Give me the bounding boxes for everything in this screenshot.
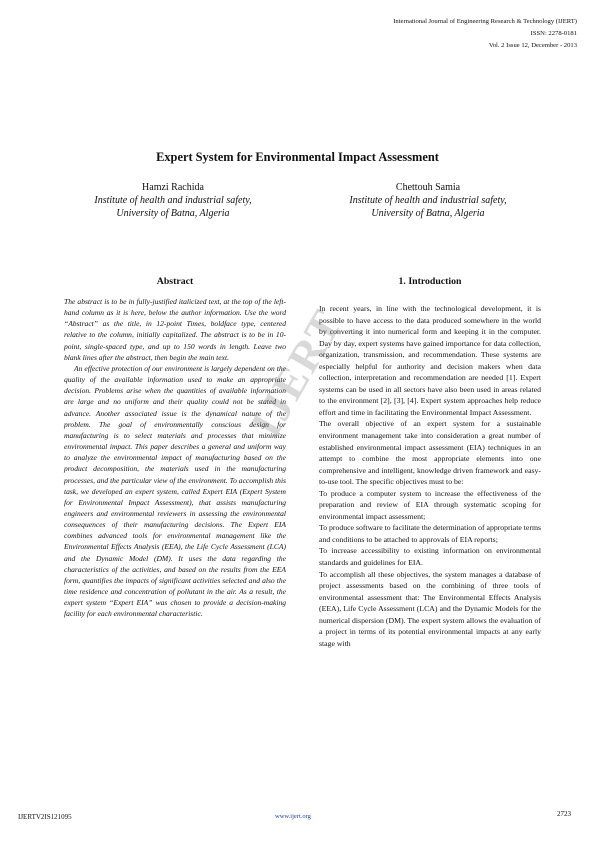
introduction-heading: 1. Introduction xyxy=(398,276,462,287)
author-affiliation: Institute of health and industrial safety, xyxy=(94,195,252,206)
abstract-heading: Abstract xyxy=(156,276,194,287)
author-block-2 xyxy=(308,181,548,220)
journal-issn: ISSN: 2278-0181 xyxy=(530,30,577,37)
author-block-1 xyxy=(53,181,293,220)
intro-objective-2: To produce software to facilitate the determination of appropriate terms and conditions to be attached to approvals of EIA reports; xyxy=(319,523,541,544)
intro-paragraph-1: In recent years, in line with the technological development, it is possible to have access to the data produced somewhere in the world by converting it into numerical form and keeping it in the computer. Day by day, expert systems have gained importance for data collection, organization, transmission, and recommendation. These systems are especially helpful for authority and decision makers when data collection, interpretation and recommendation are needed [1]. Expert systems can be used in all sectors have also been used in areas related to the environment [2], [3], [4]. Expert system approaches help reduce effort and time in facilitating the Environmental Impact Assessment. xyxy=(319,304,541,417)
intro-paragraph-2: The overall objective of an expert system for a sustainable environment management take into consideration a great number of established environmental impact assessment (EIA) techniques in an attempt to combine the most appropriate elements into one comprehensive and intelligent, knowledge driven framework and easy-to-use tool. The specific objectives must to be: xyxy=(319,419,541,487)
author-affiliation: Institute of health and industrial safety, xyxy=(349,195,507,206)
author-university: University of Batna, Algeria xyxy=(116,208,230,219)
paper-title: Expert System for Environmental Impact Assessment xyxy=(156,150,439,164)
abstract-column xyxy=(64,275,286,620)
abstract-paragraph-2: An effective protection of our environment is largely dependent on the quality of the available information used to make an appropriate decision. Problems arise when the quantities of available information are large and no uniform and their quality could not be stated in advance. Another associated issue is the dynamical nature of the problem. The goal of environmentally conscious design for manufacturing is to select materials and processes that minimize environmental impact. This paper describes a general and uniform way to analyze the environmental impact of manufacturing based on the product decomposition, the materials used in the manufacturing processes, and the particular view of the environment. To accomplish this task, we developed an expert system, called Expert EIA (Expert System for Environmental Impact Assessment), that assists manufacturing engineers and environmental reviewers in assessing the environmental consequences of their manufacturing decisions. The Expert EIA combines advanced tools for environmental management like the Environmental Effects Analysis (EEA), the Life Cycle Assessment (LCA) and the Dynamic Model (DM). It uses the data regarding the characteristics of the activities, and based on the results from the EEA form, quantifies the impacts of significant activities selected and also the time residence and concentration of pollutant in the air. As a result, the expert system “Expert EIA” was chosen to provide a decision-making facility for each environmental characteristic. xyxy=(64,363,286,619)
author-university: University of Batna, Algeria xyxy=(371,208,485,219)
journal-name: International Journal of Engineering Research & Technology (IJERT) xyxy=(393,18,577,25)
author-name: Chettouh Samia xyxy=(395,182,461,193)
intro-objective-3: To increase accessibility to existing information on environmental standards and guidelines for EIA. xyxy=(319,546,541,568)
paper-id: IJERTV2IS121095 xyxy=(18,813,72,821)
author-name: Hamzi Rachida xyxy=(142,182,204,193)
intro-paragraph-3: To accomplish all these objectives, the system manages a database of project assessments based on the combining of three tools of environmental assessment that: The Environmental Effects Analysis (EEA), Life Cycle Assessment (LCA) and the Dynamic Models for the numerical dispersion (DM). The expert system allows the evaluation of a project in terms of its potential environmental impacts at any early stage with xyxy=(319,569,541,648)
abstract-paragraph-1: The abstract is to be in fully-justified italicized text, at the top of the left-hand column as it is here, below the author information. Use the word “Abstract” as the title, in 12-point Times, boldface type, centered relative to the column, initially capitalized. The abstract is to be in 10-point, single-spaced type, and up to 150 words in length. Leave two blank lines after the abstract, then begin the main text. xyxy=(64,297,286,362)
intro-objective-1: To produce a computer system to increase the effectiveness of the preparation and review of EIA through systematic scoping for environmental impact assessment; xyxy=(319,488,541,521)
ijert-watermark: IJERT xyxy=(240,300,353,445)
journal-url-link[interactable]: www.ijert.org xyxy=(275,813,311,820)
journal-volume: Vol. 2 Issue 12, December - 2013 xyxy=(488,42,577,49)
page-number: 2723 xyxy=(557,810,571,818)
journal-header xyxy=(393,16,577,52)
introduction-column xyxy=(319,275,541,649)
